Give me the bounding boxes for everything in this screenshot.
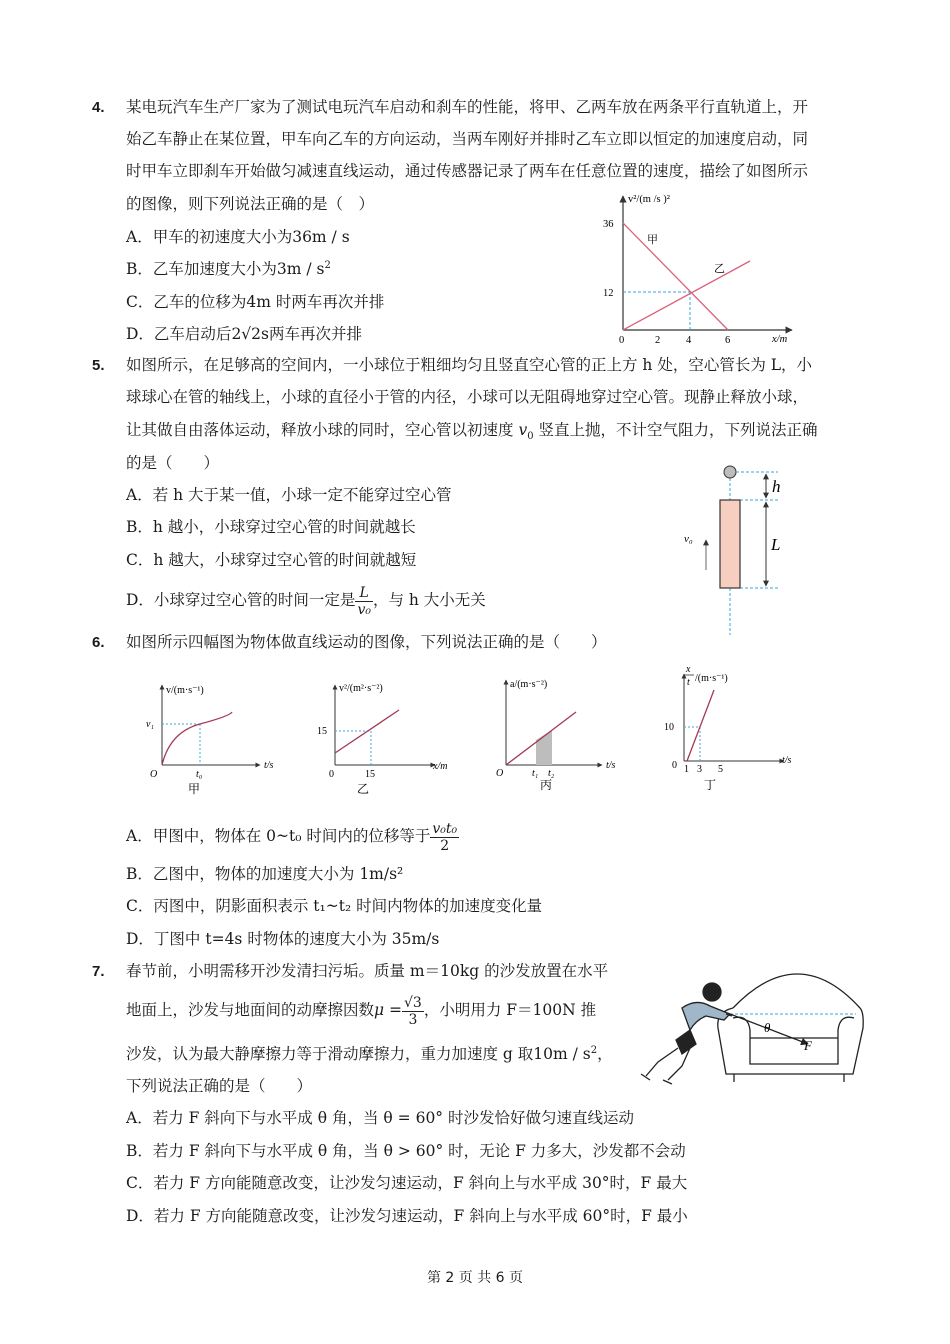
q4-label-yi: 乙 [714,263,725,275]
q6-fraction-denominator: 2 [440,837,450,854]
q6-g4-ylabel-den: t [687,677,690,688]
q5-option-d-fraction [355,585,373,618]
q6-option-a-fraction [430,821,459,854]
q4-option-d-post: 两车再次并排 [269,325,363,343]
q4-option-a-text: A．甲车的初速度大小为 [126,228,293,246]
q4-y-tick-12: 12 [603,288,614,299]
q7-stem-line4: 下列说法正确的是（ ） [126,1077,313,1095]
q6-g4-xlabel: t/s [782,755,792,766]
q4-x-tick-2: 2 [655,335,661,346]
q7-mu-numerator: √3 [404,994,422,1011]
q6-g4-xtick5: 5 [718,764,723,775]
q6-option-b: B．乙图中，物体的加速度大小为 1m/s² [126,865,404,883]
q6-g1-xtick: t₀ [196,769,203,780]
q6-g4-ytick: 10 [664,722,674,733]
q6-g1-ylabel: v/(m·s⁻¹) [166,685,204,696]
q5-option-c: C．h 越大，小球穿过空心管的时间就越短 [126,551,417,569]
q5-option-d-pre: D．小球穿过空心管的时间一定是 [126,591,356,609]
q6-g4-xtick1: 1 [684,764,689,775]
q5-option-d-post: ，与 h 大小无关 [372,591,486,609]
q6-g2-ylabel: v²/(m²·s⁻²) [339,683,383,694]
q6-stem: 如图所示四幅图为物体做直线运动的图像，下列说法正确的是（ ） [126,633,607,651]
q5-stem-line4: 的是（ ） [126,454,220,472]
q5-option-b: B．h 越小，小球穿过空心管的时间就越长 [126,518,416,536]
q6-graph-bing [490,672,630,792]
q5-fraction-denominator: v₀ [357,601,371,618]
q7-option-a: A．若力 F 斜向下与水平成 θ 角，当 θ = 60° 时沙发恰好做匀速直线运动 [126,1109,634,1127]
q6-g2-xtick: 15 [365,769,375,780]
q4-option-a [126,227,350,247]
q4-option-b-text: B．乙车加速度大小为 [126,260,277,278]
q5-ball [724,466,736,478]
q6-option-a-pre: A．甲图中，物体在 0~t₀ 时间内的位移等于 [126,827,431,845]
q7-mu-fraction [402,995,424,1028]
q5-number: 5. [92,357,105,374]
q5-stem-line2: 球球心在管的轴线上，小球的直径小于管的内径，小球可以无阻碍地穿过空心管。现静止释放小球， [126,388,809,406]
q6-option-c: C．丙图中，阴影面积表示 t₁~t₂ 时间内物体的加速度变化量 [126,897,543,915]
q5-option-d [126,580,486,620]
q7-mu-denominator: 3 [408,1011,418,1028]
q4-line-jia [623,223,728,330]
q4-x-tick-0: 0 [619,335,625,346]
q6-g2-caption: 乙 [357,782,370,796]
q4-stem-line3: 时甲车立即刹车开始做匀减速直线运动，通过传感器记录了两车在任意位置的速度，描绘了如图所示 [126,162,809,180]
q6-g2-xlabel: x/m [433,761,448,772]
q7-stem-line2 [126,990,596,1030]
q5-stem-line1: 如图所示，在足够高的空间内，一小球位于粗细均匀且竖直空心管的正上方 h 处，空心管长为 L，小 [126,356,813,374]
q7-sofa-figure [638,958,878,1088]
q4-stem-line2: 始乙车静止在某位置，甲车向乙车的方向运动，当两车刚好并排时乙车立即以恒定的加速度启动，同 [126,130,809,148]
q6-g4-ylabel-unit: /(m·s⁻¹) [695,673,728,684]
q4-option-b-value: 3m / s [276,260,325,278]
q4-stem-line1: 某电玩汽车生产厂家为了测试电玩汽车启动和刹车的性能，将甲、乙两车放在两条平行直轨道上，开 [126,98,809,116]
q4-x-label: x/m [772,334,788,345]
q7-stem-line1: 春节前，小明需移开沙发清扫污垢。质量 m＝10kg 的沙发放置在水平 [126,962,609,980]
q7-label-theta: θ [764,1020,771,1035]
q6-g4-line [687,690,714,761]
q7-stem-line3-post: ， [597,1045,613,1063]
q6-g1-origin: O [150,769,158,780]
q6-g3-origin: O [496,768,504,779]
q7-sofa [718,974,863,1082]
q4-y-tick-36: 36 [603,219,614,230]
q6-graph-yi [305,676,465,796]
q5-stem-line3 [126,420,818,443]
q4-number: 4. [92,99,105,116]
q6-graph-ding [660,662,820,792]
q6-g4-ylabel-num: x [686,664,691,675]
q5-tube-figure [670,460,810,640]
q7-stem-line3-value: 10m / s [533,1045,591,1063]
q6-g1-xlabel: t/s [264,760,274,771]
q6-fraction-numerator: v₀t₀ [432,820,458,837]
q6-g3-xtick1: t₁ [532,768,539,779]
q7-stem-line3 [126,1044,613,1064]
page-footer: 第 2 页 共 6 页 [426,1270,524,1286]
q7-stem-line2-post: ，小明用力 F＝100N 推 [423,1001,597,1019]
q5-stem-v: v [518,421,528,439]
q6-option-d: D．丁图中 t=4s 时物体的速度大小为 35m/s [126,930,440,948]
q6-g3-ylabel: a/(m·s⁻²) [510,679,548,690]
q6-g4-origin: 0 [672,760,677,771]
q4-label-jia: 甲 [647,234,658,246]
q6-number: 6. [92,634,105,651]
q5-stem-line3-a: 让其做自由落体运动，释放小球的同时，空心管以初速度 [126,421,519,439]
q6-g3-shaded-area [536,730,552,765]
q4-option-b-sup: 2 [324,259,331,271]
q6-g1-curve [162,712,232,765]
q4-option-d-pre: D．乙车启动后 [126,325,232,343]
q4-y-label: v²/(m /s )² [628,194,670,205]
q6-g3-caption: 丙 [540,778,553,792]
q5-tube [720,500,740,588]
q6-g2-origin: 0 [329,769,334,780]
q6-g1-caption: 甲 [188,782,201,796]
q7-label-F: F [804,1038,812,1053]
q6-option-a [126,816,459,856]
q4-option-d-value: 2√2s [231,325,269,343]
q6-graph-jia [140,680,280,795]
q7-stem-line3-sup: 2 [590,1044,598,1056]
q4-option-d [126,324,362,344]
q7-mu: μ = [374,1001,403,1019]
q4-x-tick-4: 4 [686,335,692,346]
q7-stem-line3-pre: 沙发，认为最大静摩擦力等于滑动摩擦力，重力加速度 g 取 [126,1045,534,1063]
q5-stem-line3-b: 竖直上抛，不计空气阻力，下列说法正确 [533,421,818,439]
q7-number: 7. [92,963,105,980]
q6-g1-ytick: v₁ [146,719,154,730]
q5-fraction-numerator: L [355,585,373,602]
q4-option-c: C．乙车的位移为4m 时两车再次并排 [126,293,385,311]
q5-option-a: A．若 h 大于某一值，小球一定不能穿过空心管 [126,486,452,504]
q6-g3-xlabel: t/s [606,760,616,771]
q4-option-b [126,259,331,279]
q5-label-L: L [771,535,781,554]
q7-option-d: D．若力 F 方向能随意改变，让沙发匀速运动，F 斜向上与水平成 60°时，F 最小 [126,1207,688,1225]
q5-stem-v-sub: 0 [527,431,534,443]
q6-g3-xtick2: t₂ [548,768,555,779]
q6-g4-xtick3: 3 [697,764,702,775]
q4-v2-x-graph [600,190,800,350]
q6-g4-caption: 丁 [704,778,717,792]
q5-label-h: h [772,477,781,496]
q5-label-v0: v₀ [684,533,693,545]
q7-option-c: C．若力 F 方向能随意改变，让沙发匀速运动，F 斜向上与水平成 30°时，F 最大 [126,1174,688,1192]
q4-line-yi [623,261,750,330]
q4-option-a-value: 36m / s [292,228,350,246]
q7-stem-line2-pre: 地面上，沙发与地面间的动摩擦因数 [126,1001,375,1019]
q4-stem-line4: 的图像，则下列说法正确的是（ ） [126,195,375,213]
q6-g2-ytick: 15 [317,726,327,737]
q4-x-tick-6: 6 [725,335,731,346]
q7-option-b: B．若力 F 斜向下与水平成 θ 角，当 θ > 60° 时，无论 F 力多大，沙发都不会动 [126,1142,686,1160]
